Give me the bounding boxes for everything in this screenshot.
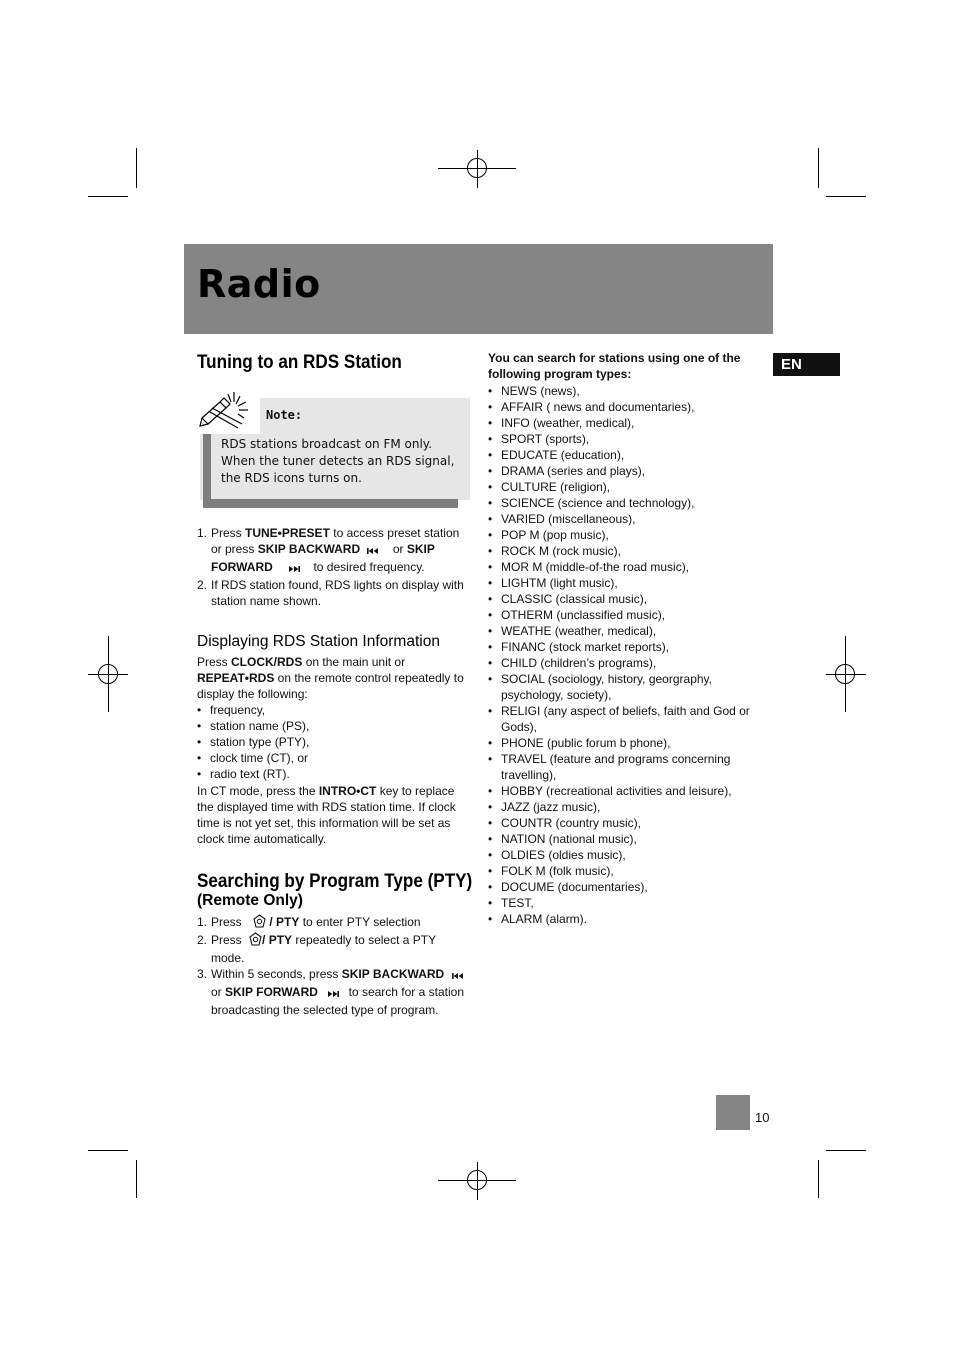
- list-item: • clock time (CT), or: [197, 750, 469, 766]
- ct-mode-paragraph: [197, 783, 469, 847]
- list-item: • CULTURE (religion),: [488, 479, 763, 495]
- program-types-heading: You can search for stations using one of the following program types:: [488, 351, 741, 381]
- note-shadow-left: [203, 434, 211, 508]
- step-text: or: [211, 985, 226, 999]
- list-item: • NATION (national music),: [488, 831, 763, 847]
- list-item: • HOBBY (recreational activities and leisure),: [488, 783, 763, 799]
- list-item: • POP M (pop music),: [488, 527, 763, 543]
- tuning-steps: [197, 525, 472, 609]
- skip-forward-icon: [288, 561, 300, 577]
- key-label: / PTY: [262, 933, 293, 947]
- list-item: • station type (PTY),: [197, 734, 469, 750]
- step-number: 2.: [197, 933, 208, 947]
- list-item: • AFFAIR ( news and documentaries),: [488, 399, 763, 415]
- crop-mark: [88, 1150, 128, 1151]
- list-item: • COUNTR (country music),: [488, 815, 763, 831]
- page-number: 10: [755, 1110, 770, 1125]
- list-item: • JAZZ (jazz music),: [488, 799, 763, 815]
- list-item: • PHONE (public forum b phone),: [488, 735, 763, 751]
- section-title-displaying: Displaying RDS Station Information: [197, 633, 440, 650]
- step-text: If RDS station found, RDS lights on display with station name shown.: [211, 578, 464, 608]
- section-title-searching: Searching by Program Type (PTY): [197, 871, 473, 892]
- list-item: • ROCK M (rock music),: [488, 543, 763, 559]
- list-item: • EDUCATE (education),: [488, 447, 763, 463]
- list-item: • SCIENCE (science and technology),: [488, 495, 763, 511]
- text: on the main unit or: [302, 655, 406, 669]
- registration-circle: [835, 664, 855, 684]
- searching-steps: [197, 914, 469, 1018]
- key-label: SKIP FORWARD: [211, 542, 435, 574]
- list-item: [197, 932, 469, 966]
- step-text: Within 5 seconds, press: [211, 967, 342, 981]
- list-item: • OTHERM (unclassified music),: [488, 607, 763, 623]
- crop-mark: [136, 148, 137, 188]
- skip-backward-icon: [452, 968, 464, 984]
- list-item: • TRAVEL (feature and programs concerning travelling),: [488, 751, 763, 783]
- list-item: [197, 577, 472, 609]
- key-label: / PTY: [269, 915, 300, 929]
- skip-backward-icon: [367, 543, 379, 559]
- crop-mark: [826, 196, 866, 197]
- page-title: Radio: [197, 262, 321, 306]
- list-item: • OLDIES (oldies music),: [488, 847, 763, 863]
- step-text: or: [389, 542, 407, 556]
- registration-circle: [467, 1170, 487, 1190]
- section-title-tuning: Tuning to an RDS Station: [197, 352, 402, 373]
- list-item: • VARIED (miscellaneous),: [488, 511, 763, 527]
- text: key to replace the displayed time with RDS station time. If clock time is not yet set, this information will be set as clock time automatically.: [197, 784, 456, 846]
- language-tab: EN: [773, 353, 840, 376]
- note-shadow-bottom: [203, 499, 458, 508]
- page-number-box: [716, 1095, 750, 1130]
- key-label: SKIP BACKWARD: [257, 542, 361, 556]
- crop-mark: [818, 148, 819, 188]
- note-pencil-icon: [198, 388, 256, 437]
- step-text: Press: [211, 933, 242, 947]
- list-item: • FINANC (stock market reports),: [488, 639, 763, 655]
- step-text: Press: [211, 526, 246, 540]
- crop-mark: [818, 1160, 819, 1198]
- list-item: • MOR M (middle-of-the road music),: [488, 559, 763, 575]
- list-item: • INFO (weather, medical),: [488, 415, 763, 431]
- list-item: • DOCUME (documentaries),: [488, 879, 763, 895]
- list-item: [197, 525, 472, 577]
- list-item: • station name (PS),: [197, 718, 469, 734]
- key-label: SKIP BACKWARD: [341, 967, 445, 981]
- list-item: • radio text (RT).: [197, 766, 469, 782]
- list-item: • LIGHTM (light music),: [488, 575, 763, 591]
- list-item: • NEWS (news),: [488, 383, 763, 399]
- list-item: [197, 914, 469, 932]
- list-item: • ALARM (alarm).: [488, 911, 763, 927]
- section-subtitle-remote: (Remote Only): [197, 892, 303, 909]
- step-number: 2.: [197, 578, 208, 592]
- text: Press: [197, 655, 232, 669]
- list-item: • frequency,: [197, 702, 469, 718]
- step-number: 1.: [197, 915, 208, 929]
- list-item: • TEST,: [488, 895, 763, 911]
- displaying-list: [197, 702, 469, 782]
- key-label: REPEAT•RDS: [197, 671, 275, 685]
- step-number: 3.: [197, 967, 208, 981]
- list-item: • DRAMA (series and plays),: [488, 463, 763, 479]
- note-text: RDS stations broadcast on FM only. When the tuner detects an RDS signal, the RDS icons turns on.: [221, 437, 455, 485]
- list-item: • CHILD (children’s programs),: [488, 655, 763, 671]
- list-item: • RELIGI (any aspect of beliefs, faith and God or Gods),: [488, 703, 763, 735]
- list-item: • SPORT (sports),: [488, 431, 763, 447]
- key-label: INTRO•CT: [318, 784, 377, 798]
- displaying-intro: [197, 654, 469, 702]
- key-label: CLOCK/RDS: [231, 655, 303, 669]
- list-item: • FOLK M (folk music),: [488, 863, 763, 879]
- step-text: to desired frequency.: [310, 560, 425, 574]
- step-text: Press: [211, 915, 242, 929]
- crop-mark: [88, 196, 128, 197]
- list-item: [197, 966, 469, 1018]
- registration-circle: [98, 664, 118, 684]
- crop-mark: [136, 1160, 137, 1198]
- program-types-list: [488, 383, 763, 927]
- note-label: Note:: [266, 408, 303, 422]
- key-label: SKIP FORWARD: [225, 985, 318, 999]
- pty-remote-icon: [253, 914, 266, 932]
- step-text: to enter PTY selection: [299, 915, 421, 929]
- crop-mark: [826, 1150, 866, 1151]
- step-number: 1.: [197, 526, 208, 540]
- skip-forward-icon: [327, 986, 339, 1002]
- text: In CT mode, press the: [197, 784, 319, 798]
- step-text: to access preset station or press: [211, 526, 460, 556]
- step-text: to search for a station broadcasting the selected type of program.: [211, 985, 464, 1017]
- text: on the remote control repeatedly to display the following:: [197, 671, 464, 701]
- step-text: repeatedly to select a PTY mode.: [211, 933, 436, 965]
- list-item: • CLASSIC (classical music),: [488, 591, 763, 607]
- key-label: TUNE•PRESET: [245, 526, 330, 540]
- pty-remote-icon: [249, 932, 262, 950]
- list-item: • WEATHE (weather, medical),: [488, 623, 763, 639]
- registration-circle: [467, 158, 487, 178]
- list-item: • SOCIAL (sociology, history, georgraphy, psychology, society),: [488, 671, 763, 703]
